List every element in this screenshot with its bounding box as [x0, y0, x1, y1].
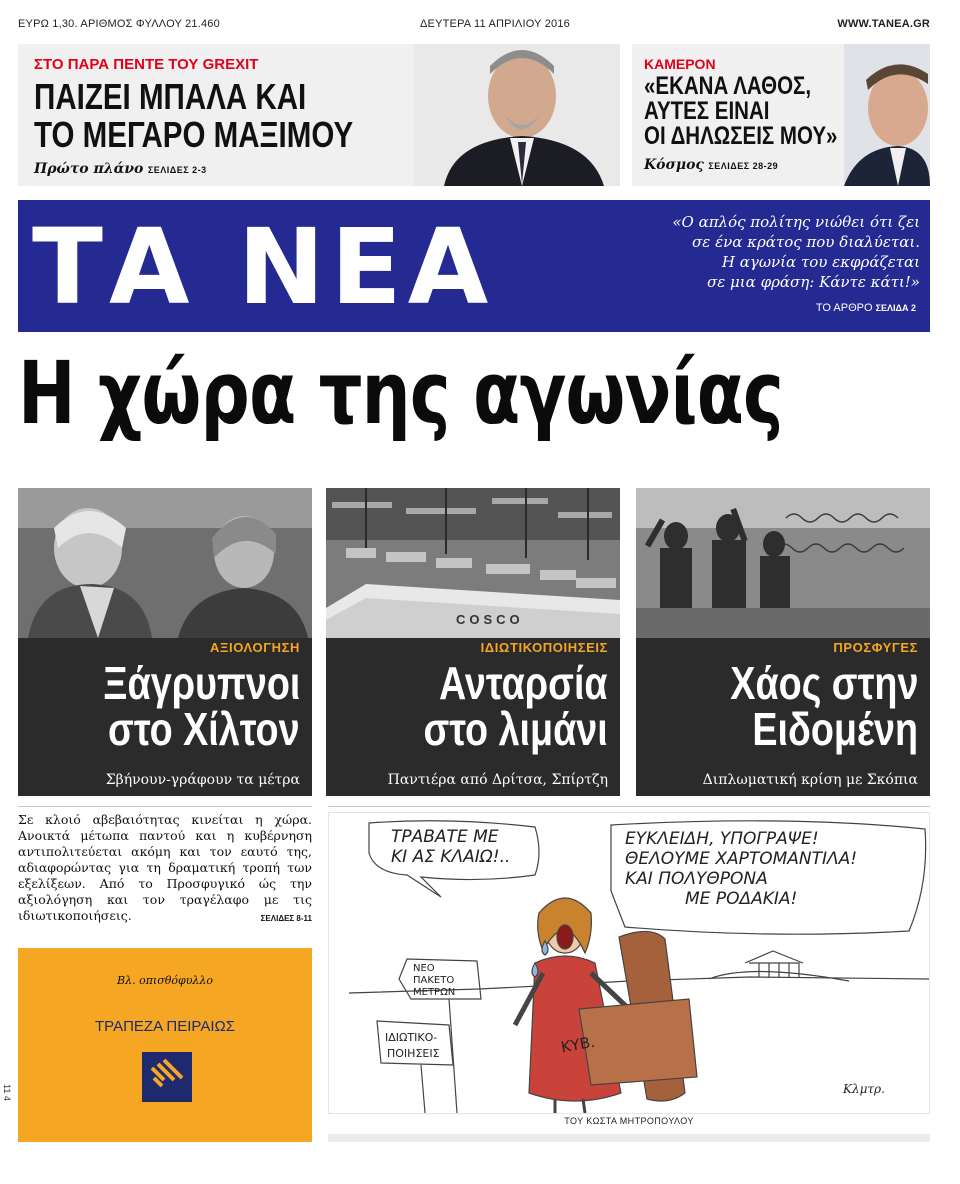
ad-note: Βλ. οπισθόφυλλο [117, 974, 213, 987]
teaser-right-section: Κόσμος [644, 157, 704, 173]
teaser-right-kicker: ΚΑΜΕΡΟΝ [644, 56, 716, 72]
panel-privatizations-kicker: ΙΔΙΩΤΙΚΟΠΟΙΗΣΕΙΣ [480, 640, 608, 655]
teaser-left-kicker: ΣΤΟ ΠΑΡΑ ΠΕΝΤΕ ΤΟΥ GREXIT [34, 56, 259, 73]
teaser-left[interactable] [18, 44, 620, 186]
panel-refugees[interactable] [636, 488, 930, 796]
side-marks: 11 4 [2, 1084, 12, 1101]
cartoon [328, 812, 930, 1114]
panel-refugees-line2: Ειδομένη [752, 703, 918, 755]
panel-privatizations-line1: Ανταρσία [439, 657, 608, 709]
logo[interactable]: ΤΑ ΝΕΑ [32, 206, 495, 328]
bubble-left: ΤΡΑΒΑΤΕ ΜΕ ΚΙ ΑΣ ΚΛΑΙΩ!.. [391, 827, 511, 867]
port-photo [326, 488, 620, 638]
panel-privatizations-sub: Παντιέρα από Δρίτσα, Σπίρτζη [387, 772, 608, 788]
lead-text-body: Σε κλοιό αβεβαιότητας κινείται η χώρα. Ανοικτά μέτωπα παντού και η κυβέρνηση αντιπολιτεύεται ακόμη και τον εαυτό της, αδιαφορώντας για τη δραματική τροπή των εξελίξεων. Από το Προσφυγικό ώς την αξιολόγηση και τον τραγέλαφο με τις ιδιωτικοποιήσεις. [18, 812, 312, 923]
sign2-line2: ΠΟΙΗΣΕΙΣ [387, 1047, 440, 1060]
teaser-left-ref [34, 160, 207, 178]
teaser-left-section: Πρώτο πλάνο [34, 161, 144, 177]
cartoon-caption: ΤΟΥ ΚΩΣΤΑ ΜΗΤΡΟΠΟΥΛΟΥ [564, 1116, 694, 1126]
teaser-right-headline: «ΕΚΑΝΑ ΛΑΘΟΣ, ΑΥΤΕΣ ΕΙΝΑΙ ΟΙ ΔΗΛΩΣΕΙΣ ΜΟΥ» [644, 72, 838, 150]
price-issue: ΕΥΡΩ 1,30. ΑΡΙΘΜΟΣ ΦΥΛΛΟΥ 21.460 [18, 18, 220, 30]
quote-credit[interactable]: ΤΟ ΑΡΘΡΟ ΣΕΛΙΔΑ 2 [815, 302, 916, 314]
ad-bank-name: ΤΡΑΠΕΖΑ ΠΕΙΡΑΙΩΣ [95, 1018, 235, 1035]
lead-text [18, 812, 312, 927]
panel-privatizations[interactable] [326, 488, 620, 796]
body-divider [18, 806, 312, 807]
panel-evaluation-kicker: ΑΞΙΟΛΟΓΗΣΗ [210, 640, 300, 655]
sign1-line3: ΜΕΤΡΩΝ [413, 987, 456, 998]
idomeni-photo [636, 488, 930, 638]
chair-label: ΚΥΒ. [559, 1032, 597, 1057]
panel-privatizations-line2: στο λιμάνι [423, 703, 608, 755]
lead-text-pages[interactable]: ΣΕΛΙΔΕΣ 8-11 [260, 914, 312, 923]
sign2-line1: ΙΔΙΩΤΙΚΟ- [385, 1031, 438, 1044]
ship-text: COSCO [456, 612, 524, 627]
bank-logo-icon [142, 1052, 192, 1102]
main-headline: Η χώρα της αγωνίας [18, 344, 784, 444]
cartoon-signature: Κλμτρ. [843, 1082, 885, 1096]
masthead [18, 200, 930, 332]
sign1-line2: ΠΑΚΕΤΟ [413, 975, 455, 986]
cameron-photo [844, 44, 930, 186]
panel-evaluation-line2: στο Χίλτον [108, 703, 300, 755]
teaser-right-pages: ΣΕΛΙΔΕΣ 28-29 [708, 161, 779, 171]
sign1-line1: ΝΕΟ [413, 963, 435, 974]
bubble-right: ΕΥΚΛΕΙΔΗ, ΥΠΟΓΡΑΨΕ! ΘΕΛΟΥΜΕ ΧΑΡΤΟΜΑΝΤΙΛΑ! ΚΑΙ ΠΟΛΥΘΡΟΝΑ ΜΕ ΡΟΔΑΚΙΑ! [625, 829, 858, 909]
panel-evaluation-sub: Σβήνουν-γράφουν τα μέτρα [105, 772, 300, 788]
masthead-quote: «Ο απλός πολίτης νιώθει ότι ζει σε ένα κράτος που διαλύεται. Η αγωνία του εκφράζεται σε μια φράση: Κάντε κάτι!» [672, 213, 920, 291]
panel-refugees-sub: Διπλωματική κρίση με Σκόπια [702, 772, 918, 788]
panel-refugees-kicker: ΠΡΟΣΦΥΓΕΣ [833, 640, 918, 655]
teaser-left-headline: ΠΑΙΖΕΙ ΜΠΑΛΑ ΚΑΙ ΤΟ ΜΕΓΑΡΟ ΜΑΞΙΜΟΥ [34, 76, 354, 155]
piraeus-bank-ad[interactable] [18, 948, 312, 1142]
panel-refugees-line1: Χάος στην [729, 657, 918, 709]
cartoon-footer-bar [328, 1134, 930, 1142]
lagarde-merkel-photo [18, 488, 312, 638]
date: ΔΕΥΤΕΡΑ 11 ΑΠΡΙΛΙΟΥ 2016 [420, 18, 570, 30]
teaser-left-pages: ΣΕΛΙΔΕΣ 2-3 [147, 165, 207, 175]
cartoon-divider [328, 806, 930, 807]
panel-evaluation-line1: Ξάγρυπνοι [102, 657, 300, 709]
politician-photo [414, 44, 620, 186]
panel-evaluation[interactable] [18, 488, 312, 796]
teaser-right[interactable] [632, 44, 930, 186]
website[interactable]: WWW.TANEA.GR [837, 18, 930, 30]
teaser-right-ref [644, 156, 778, 174]
